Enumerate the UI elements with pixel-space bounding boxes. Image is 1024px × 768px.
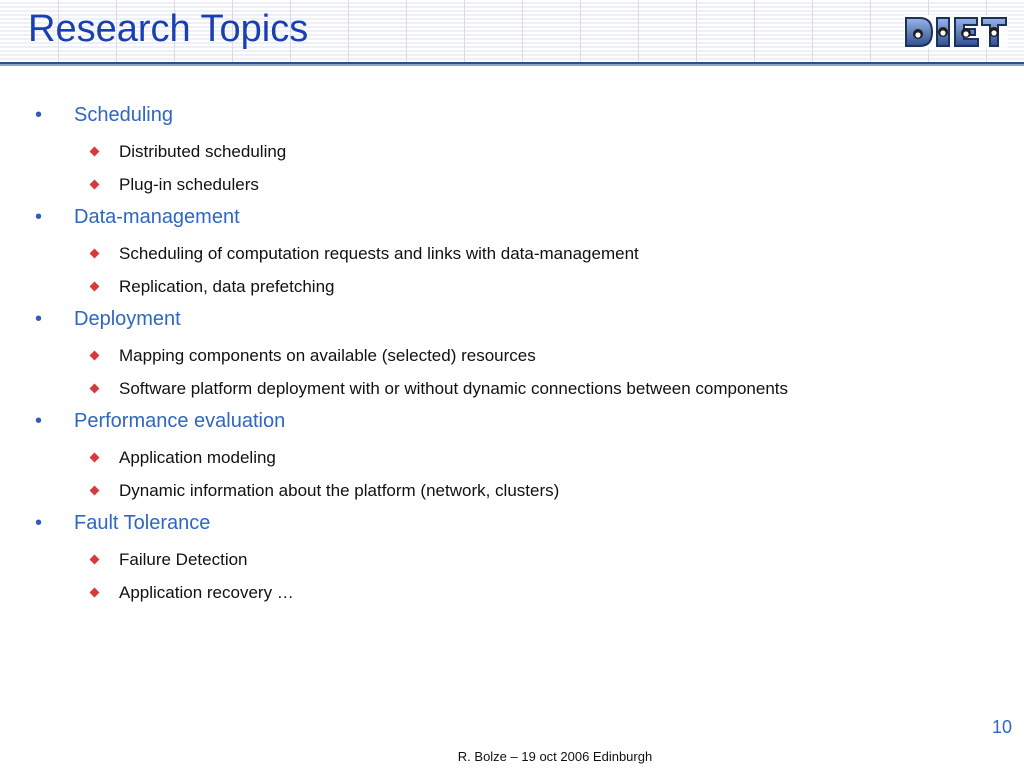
topic-label: Fault Tolerance [74, 512, 211, 534]
subitem-row [0, 238, 1024, 271]
subitem-label: Failure Detection [119, 550, 248, 569]
topic-fault-tolerance [0, 508, 1024, 610]
diamond-bullet-icon [90, 249, 100, 259]
topic-row [0, 100, 1024, 136]
diamond-bullet-icon [90, 147, 100, 157]
diamond-bullet-icon [90, 486, 100, 496]
subitem-label: Software platform deployment with or without dynamic connections between components [119, 379, 789, 398]
diet-logo-icon [904, 14, 1008, 50]
topic-bullet-icon: • [35, 206, 43, 228]
diamond-bullet-icon [90, 555, 100, 565]
subitem-label: Replication, data prefetching [119, 277, 335, 296]
subitem-row [0, 544, 1024, 577]
topic-deployment [0, 304, 1024, 406]
topic-row [0, 202, 1024, 238]
subitem-row [0, 136, 1024, 169]
topic-data-management [0, 202, 1024, 304]
topic-row [0, 508, 1024, 544]
topic-bullet-icon: • [35, 512, 43, 534]
topic-row [0, 406, 1024, 442]
subitem-row [0, 271, 1024, 304]
diamond-bullet-icon [90, 453, 100, 463]
topic-label: Data-management [74, 206, 240, 228]
slide-title: Research Topics [28, 8, 309, 50]
topic-bullet-icon: • [35, 410, 43, 432]
diamond-bullet-icon [90, 384, 100, 394]
topic-label: Performance evaluation [74, 410, 286, 432]
subitem-row [0, 340, 1024, 373]
subitem-row [0, 169, 1024, 202]
diamond-bullet-icon [90, 282, 100, 292]
slide-header [0, 0, 1024, 62]
subitem-label: Dynamic information about the platform (network, clusters) [119, 481, 560, 500]
diamond-bullet-icon [90, 180, 100, 190]
subitem-row [0, 373, 1024, 406]
subitem-row [0, 442, 1024, 475]
subitem-row [0, 577, 1024, 610]
diamond-bullet-icon [90, 351, 100, 361]
subitem-label: Scheduling of computation requests and links with data-management [119, 244, 639, 263]
subitem-label: Distributed scheduling [119, 142, 287, 161]
subitem-row [0, 475, 1024, 508]
page-number: 10 [991, 717, 1012, 737]
subitem-label: Application modeling [119, 448, 276, 467]
topic-bullet-icon: • [35, 308, 43, 330]
slide-footer: R. Bolze – 19 oct 2006 Edinburgh [457, 749, 653, 764]
topic-performance-evaluation [0, 406, 1024, 508]
topic-row [0, 304, 1024, 340]
slide-content [0, 100, 1024, 610]
topic-scheduling [0, 100, 1024, 202]
subitem-label: Mapping components on available (selected) resources [119, 346, 536, 365]
diamond-bullet-icon [90, 588, 100, 598]
header-divider [0, 62, 1024, 66]
topic-label: Deployment [74, 308, 181, 330]
subitem-label: Plug-in schedulers [119, 175, 259, 194]
subitem-label: Application recovery … [119, 583, 294, 602]
topic-bullet-icon: • [35, 104, 43, 126]
topic-label: Scheduling [74, 104, 173, 126]
